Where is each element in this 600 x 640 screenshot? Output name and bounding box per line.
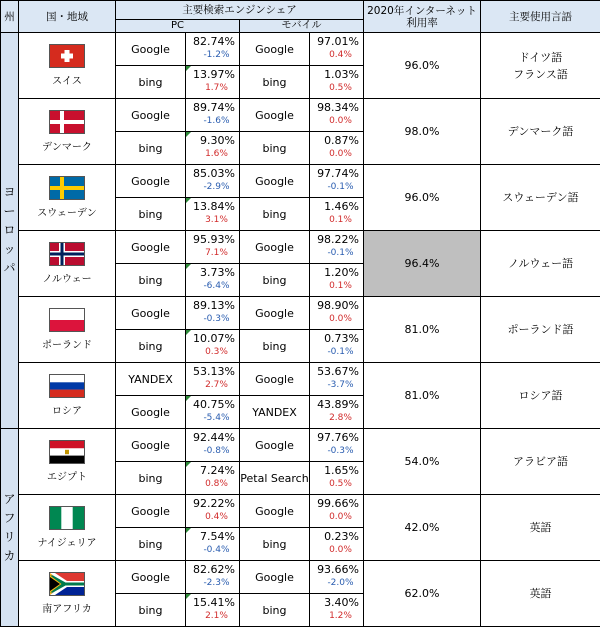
mobile-delta: 0.1%	[329, 215, 352, 225]
norway-flag-icon	[49, 242, 85, 266]
pc-engine: Google	[116, 429, 186, 462]
pc-delta: -5.4%	[203, 413, 230, 423]
mobile-engine: bing	[240, 330, 310, 363]
language-name: ドイツ語	[518, 50, 563, 64]
pc-share-cell	[186, 330, 240, 363]
pc-delta: -6.4%	[203, 281, 230, 291]
mobile-share-cell	[310, 264, 364, 297]
country-name: ポーランド	[42, 340, 92, 351]
denmark-flag-icon	[49, 110, 85, 134]
pc-share: 13.84%	[193, 200, 235, 213]
table-row	[1, 99, 600, 132]
pc-share-cell	[186, 132, 240, 165]
mobile-delta: 0.0%	[329, 545, 352, 555]
mobile-delta: 0.0%	[329, 314, 352, 324]
pc-delta: 3.1%	[205, 215, 228, 225]
language-cell	[481, 165, 600, 231]
header-internet-rate	[364, 1, 481, 33]
mobile-share-cell	[310, 297, 364, 330]
pc-engine: bing	[116, 330, 186, 363]
country-cell	[19, 165, 116, 231]
mobile-engine: Google	[240, 231, 310, 264]
mobile-delta: 1.2%	[329, 611, 352, 621]
pc-delta: 1.6%	[205, 149, 228, 159]
pc-engine: Google	[116, 495, 186, 528]
pc-engine: bing	[116, 198, 186, 231]
country-name: スウェーデン	[37, 208, 97, 219]
table-row	[1, 231, 600, 264]
table-row	[1, 297, 600, 330]
country-cell	[19, 33, 116, 99]
header-internet-line1: 2020年インターネット	[367, 4, 477, 17]
cell-marker-icon	[186, 462, 191, 467]
language-name: 英語	[529, 521, 552, 534]
pc-share: 40.75%	[193, 398, 235, 411]
mobile-share-cell	[310, 33, 364, 66]
pc-delta: -2.9%	[203, 182, 230, 192]
pc-share: 9.30%	[200, 134, 235, 147]
pc-share: 10.07%	[193, 332, 235, 345]
country-cell	[19, 495, 116, 561]
language-name: ロシア語	[518, 389, 563, 402]
country-cell	[19, 231, 116, 297]
table-row	[1, 495, 600, 528]
mobile-share: 0.87%	[324, 134, 360, 147]
mobile-share-cell	[310, 495, 364, 528]
pc-engine: Google	[116, 165, 186, 198]
mobile-share: 0.73%	[324, 332, 360, 345]
mobile-delta: -2.0%	[327, 578, 354, 588]
header-language: 主要使用言語	[481, 1, 600, 33]
mobile-share: 1.65%	[324, 464, 360, 477]
mobile-share-cell	[310, 231, 364, 264]
country-name: スイス	[52, 76, 82, 87]
mobile-engine: Google	[240, 165, 310, 198]
internet-rate: 81.0%	[364, 297, 481, 363]
mobile-engine: Google	[240, 33, 310, 66]
header-engine-share: 主要検索エンジンシェア	[116, 1, 364, 20]
language-name: デンマーク語	[507, 125, 574, 138]
mobile-engine: Google	[240, 495, 310, 528]
country-name: ノルウェー	[42, 274, 92, 285]
pc-share-cell	[186, 363, 240, 396]
language-name: フランス語	[513, 67, 568, 81]
language-name: ノルウェー語	[507, 257, 574, 270]
pc-share: 3.73%	[200, 266, 235, 279]
mobile-share: 97.74%	[317, 167, 360, 180]
mobile-delta: 0.1%	[329, 281, 352, 291]
language-cell	[481, 429, 600, 495]
table-row	[1, 33, 600, 66]
region-europe-char: ー	[3, 204, 16, 218]
language-cell	[481, 297, 600, 363]
pc-delta: 7.1%	[205, 248, 228, 258]
cell-marker-icon	[186, 330, 191, 335]
header-region: 州	[1, 1, 19, 33]
internet-rate: 98.0%	[364, 99, 481, 165]
pc-share: 53.13%	[193, 365, 235, 378]
cell-marker-icon	[186, 198, 191, 203]
internet-rate: 62.0%	[364, 561, 481, 627]
mobile-share-cell	[310, 66, 364, 99]
mobile-engine: Google	[240, 561, 310, 594]
mobile-delta: 0.0%	[329, 512, 352, 522]
mobile-share: 1.46%	[324, 200, 360, 213]
country-cell	[19, 429, 116, 495]
language-cell	[481, 363, 600, 429]
header-internet-line2: 利用率	[406, 16, 438, 29]
header-pc: PC	[116, 20, 240, 33]
pc-engine: Google	[116, 33, 186, 66]
mobile-delta: -0.1%	[327, 347, 354, 357]
pc-delta: 0.8%	[205, 479, 228, 489]
language-cell	[481, 99, 600, 165]
region-europe-char: ロ	[3, 223, 16, 237]
table-body	[1, 33, 600, 627]
pc-share-cell	[186, 462, 240, 495]
mobile-share: 98.90%	[317, 299, 360, 312]
country-name: デンマーク	[42, 142, 92, 153]
region-africa-char: リ	[3, 529, 16, 544]
pc-share-cell	[186, 429, 240, 462]
pc-delta: 1.7%	[205, 83, 228, 93]
internet-rate: 42.0%	[364, 495, 481, 561]
region-africa-char: ア	[3, 491, 16, 506]
mobile-share: 98.34%	[317, 101, 360, 114]
mobile-engine: bing	[240, 198, 310, 231]
country-name: エジプト	[47, 472, 87, 483]
pc-share-cell	[186, 231, 240, 264]
pc-engine: Google	[116, 297, 186, 330]
mobile-share-cell	[310, 594, 364, 627]
mobile-share: 98.22%	[317, 233, 360, 246]
pc-engine: YANDEX	[116, 363, 186, 396]
mobile-share-cell	[310, 462, 364, 495]
mobile-share: 53.67%	[317, 365, 360, 378]
region-africa-char: カ	[3, 548, 16, 563]
mobile-share: 43.89%	[317, 398, 360, 411]
mobile-delta: 0.4%	[329, 50, 352, 60]
south-africa-flag-icon	[49, 572, 85, 596]
language-cell	[481, 33, 600, 99]
cell-marker-icon	[186, 396, 191, 401]
sweden-flag-icon	[49, 176, 85, 200]
table-row	[1, 429, 600, 462]
pc-share-cell	[186, 561, 240, 594]
region-europe	[1, 33, 19, 429]
mobile-engine: bing	[240, 66, 310, 99]
region-europe-char: パ	[3, 261, 16, 275]
pc-share: 85.03%	[193, 167, 235, 180]
cell-marker-icon	[186, 594, 191, 599]
language-name: アラビア語	[513, 455, 569, 468]
internet-rate: 96.0%	[364, 165, 481, 231]
language-name: スウェーデン語	[502, 191, 579, 204]
table-row	[1, 363, 600, 396]
country-cell	[19, 99, 116, 165]
egypt-flag-icon	[49, 440, 85, 464]
mobile-share-cell	[310, 165, 364, 198]
pc-share: 92.44%	[193, 431, 235, 444]
mobile-share: 1.20%	[324, 266, 360, 279]
mobile-share-cell	[310, 198, 364, 231]
mobile-share: 1.03%	[324, 68, 360, 81]
mobile-share: 97.01%	[317, 35, 360, 48]
pc-delta: -1.6%	[203, 116, 230, 126]
pc-engine: Google	[116, 99, 186, 132]
pc-share-cell	[186, 66, 240, 99]
poland-flag-icon	[49, 308, 85, 332]
mobile-delta: 0.5%	[329, 479, 352, 489]
pc-share: 13.97%	[193, 68, 235, 81]
cell-marker-icon	[186, 528, 191, 533]
mobile-share-cell	[310, 132, 364, 165]
language-name: 英語	[529, 587, 552, 600]
mobile-engine: bing	[240, 528, 310, 561]
pc-share-cell	[186, 495, 240, 528]
mobile-engine: bing	[240, 594, 310, 627]
internet-rate: 96.0%	[364, 33, 481, 99]
pc-share-cell	[186, 396, 240, 429]
internet-rate: 81.0%	[364, 363, 481, 429]
pc-share-cell	[186, 33, 240, 66]
mobile-delta: -0.1%	[327, 182, 354, 192]
mobile-share-cell	[310, 363, 364, 396]
country-cell	[19, 561, 116, 627]
table-row	[1, 165, 600, 198]
pc-engine: bing	[116, 264, 186, 297]
nigeria-flag-icon	[49, 506, 85, 530]
pc-delta: 2.7%	[205, 380, 228, 390]
pc-delta: -2.3%	[203, 578, 230, 588]
language-cell	[481, 495, 600, 561]
pc-engine: bing	[116, 594, 186, 627]
mobile-share-cell	[310, 330, 364, 363]
language-cell	[481, 561, 600, 627]
mobile-share-cell	[310, 99, 364, 132]
pc-engine: bing	[116, 66, 186, 99]
pc-share: 82.74%	[193, 35, 235, 48]
mobile-share: 3.40%	[324, 596, 360, 609]
pc-delta: -1.2%	[203, 50, 230, 60]
mobile-share-cell	[310, 561, 364, 594]
internet-rate: 96.4%	[364, 231, 481, 297]
country-cell	[19, 297, 116, 363]
mobile-delta: 0.0%	[329, 116, 352, 126]
pc-share: 82.62%	[193, 563, 235, 576]
pc-share-cell	[186, 264, 240, 297]
pc-share: 15.41%	[193, 596, 235, 609]
mobile-share-cell	[310, 528, 364, 561]
russia-flag-icon	[49, 374, 85, 398]
country-name: ナイジェリア	[37, 538, 97, 549]
table-row	[1, 561, 600, 594]
mobile-delta: 0.0%	[329, 149, 352, 159]
pc-delta: -0.4%	[203, 545, 230, 555]
mobile-delta: -0.1%	[327, 248, 354, 258]
header-country: 国・地域	[19, 1, 116, 33]
pc-share: 7.24%	[200, 464, 235, 477]
region-europe-char: ッ	[3, 242, 16, 256]
language-cell	[481, 231, 600, 297]
mobile-engine: Google	[240, 429, 310, 462]
mobile-share: 99.66%	[317, 497, 360, 510]
pc-share-cell	[186, 594, 240, 627]
mobile-share-cell	[310, 396, 364, 429]
region-africa	[1, 429, 19, 627]
pc-delta: -0.8%	[203, 446, 230, 456]
mobile-share: 93.66%	[317, 563, 360, 576]
pc-share-cell	[186, 99, 240, 132]
mobile-share: 0.23%	[324, 530, 360, 543]
mobile-engine: bing	[240, 132, 310, 165]
switzerland-flag-icon	[49, 44, 85, 68]
pc-engine: bing	[116, 462, 186, 495]
pc-engine: Google	[116, 231, 186, 264]
pc-delta: 2.1%	[205, 611, 228, 621]
country-name: ロシア	[52, 406, 82, 417]
cell-marker-icon	[186, 66, 191, 71]
language-name: ポーランド語	[507, 323, 574, 336]
cell-marker-icon	[186, 132, 191, 137]
pc-share-cell	[186, 297, 240, 330]
region-africa-char: フ	[3, 510, 16, 525]
pc-share-cell	[186, 165, 240, 198]
pc-share: 7.54%	[200, 530, 235, 543]
region-europe-char: ヨ	[3, 185, 16, 199]
pc-share: 89.74%	[193, 101, 235, 114]
mobile-share-cell	[310, 429, 364, 462]
pc-delta: -0.3%	[203, 314, 230, 324]
pc-share-cell	[186, 198, 240, 231]
mobile-delta: -0.3%	[327, 446, 354, 456]
mobile-delta: -3.7%	[327, 380, 354, 390]
mobile-engine: bing	[240, 264, 310, 297]
mobile-delta: 0.5%	[329, 83, 352, 93]
mobile-delta: 2.8%	[329, 413, 352, 423]
mobile-engine: YANDEX	[240, 396, 310, 429]
country-cell	[19, 363, 116, 429]
pc-engine: Google	[116, 396, 186, 429]
mobile-share: 97.76%	[317, 431, 360, 444]
header-mobile: モバイル	[240, 20, 364, 33]
pc-delta: 0.4%	[205, 512, 228, 522]
mobile-engine: Google	[240, 363, 310, 396]
cell-marker-icon	[186, 264, 191, 269]
mobile-engine: Google	[240, 297, 310, 330]
country-name: 南アフリカ	[42, 604, 92, 615]
mobile-engine: Google	[240, 99, 310, 132]
pc-share: 95.93%	[193, 233, 235, 246]
pc-delta: 0.3%	[205, 347, 228, 357]
pc-share-cell	[186, 528, 240, 561]
pc-engine: bing	[116, 528, 186, 561]
pc-share: 92.22%	[193, 497, 235, 510]
pc-engine: bing	[116, 132, 186, 165]
pc-engine: Google	[116, 561, 186, 594]
mobile-engine: Petal Search	[240, 462, 310, 495]
internet-rate: 54.0%	[364, 429, 481, 495]
pc-share: 89.13%	[193, 299, 235, 312]
